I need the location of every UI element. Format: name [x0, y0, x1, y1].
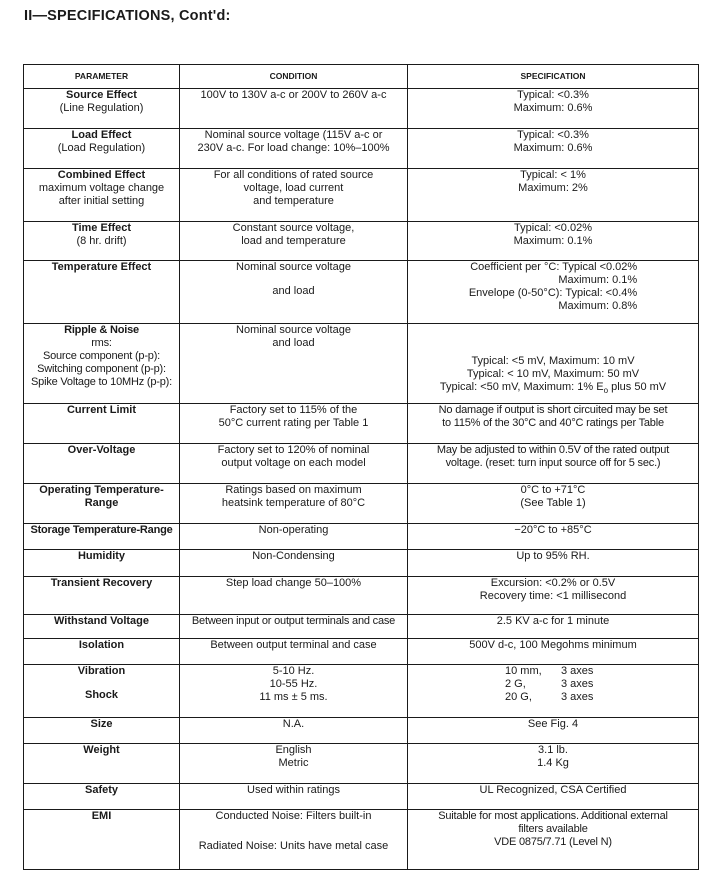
table-row-time-effect — [24, 222, 699, 261]
spec-coefficient-maximum: Maximum: 0.1% — [558, 274, 638, 286]
param-name: Humidity — [77, 550, 126, 562]
param-cell — [24, 577, 180, 615]
condition-cell — [180, 324, 408, 404]
table-header-row — [24, 65, 699, 89]
param-name: EMI — [91, 810, 112, 822]
param-subtitle: rms: — [91, 337, 112, 349]
spec-cell — [408, 129, 699, 169]
header-parameter: PARAMETER — [24, 65, 180, 89]
param-subtitle: (Load Regulation) — [57, 142, 146, 154]
spec-cell — [408, 665, 699, 718]
condition-cell — [180, 89, 408, 129]
spec-cell — [408, 444, 699, 484]
condition-text: 230V a-c. For load change: 10%–100% — [197, 142, 390, 154]
condition-text: Between input or output terminals and case — [191, 615, 396, 627]
table-row-ripple-noise — [24, 324, 699, 404]
table-row-safety — [24, 784, 699, 810]
table-row-over-voltage — [24, 444, 699, 484]
param-cell — [24, 784, 180, 810]
param-cell — [24, 404, 180, 444]
param-subtitle: Source component (p-p): — [42, 350, 161, 362]
table-row-transient-recovery — [24, 577, 699, 615]
spec-coefficient-typical: Coefficient per °C: Typical <0.02% — [470, 261, 638, 273]
condition-text: Radiated Noise: Units have metal case — [198, 840, 389, 852]
spec-text: 0°C to +71°C — [520, 484, 586, 496]
param-subtitle: (Line Regulation) — [59, 102, 144, 114]
condition-cell — [180, 404, 408, 444]
spec-line — [411, 678, 695, 691]
spec-text: (See Table 1) — [520, 497, 586, 509]
condition-cell — [180, 222, 408, 261]
param-name: Over-Voltage — [67, 444, 136, 456]
param-cell — [24, 718, 180, 744]
param-name: Current Limit — [66, 404, 137, 416]
param-name: Transient Recovery — [50, 577, 153, 589]
condition-text: Metric — [278, 757, 309, 769]
spec-text: No damage if output is short circuited may be set — [438, 404, 668, 416]
condition-text: Factory set to 115% of the — [229, 404, 358, 416]
condition-text: Used within ratings — [247, 784, 340, 796]
spec-spike-voltage — [411, 381, 695, 397]
table-row-operating-temperature — [24, 484, 699, 524]
condition-cell — [180, 639, 408, 665]
condition-text: 100V to 130V a-c or 200V to 260V a-c — [200, 89, 387, 101]
table-row-current-limit — [24, 404, 699, 444]
param-name: Temperature Effect — [51, 261, 152, 273]
param-cell — [24, 639, 180, 665]
table-row-load-effect — [24, 129, 699, 169]
condition-text: Non-operating — [258, 524, 329, 536]
condition-cell — [180, 444, 408, 484]
param-name: Source Effect — [66, 89, 137, 101]
table-row-temperature-effect — [24, 261, 699, 324]
param-cell — [24, 524, 180, 550]
spec-switching-component: Typical: < 10 mV, Maximum: 50 mV — [466, 368, 640, 380]
condition-cell — [180, 615, 408, 639]
condition-text: Nominal source voltage — [236, 261, 351, 273]
condition-cell — [180, 169, 408, 222]
condition-cell — [180, 810, 408, 870]
spec-cell — [408, 484, 699, 524]
spec-line — [411, 691, 695, 704]
condition-text: heatsink temperature of 80°C — [221, 497, 366, 509]
param-name: Weight — [83, 744, 120, 756]
condition-text: 10-55 Hz. — [269, 678, 318, 690]
condition-cell — [180, 744, 408, 784]
param-cell — [24, 324, 180, 404]
spec-envelope-maximum: Maximum: 0.8% — [558, 300, 638, 312]
spec-cell — [408, 784, 699, 810]
param-cell — [24, 550, 180, 577]
spike-text: Typical: <50 mV, Maximum: 1% E — [439, 381, 604, 393]
param-name: Load Effect — [71, 129, 132, 141]
condition-text: 11 ms ± 5 ms. — [259, 691, 328, 703]
param-cell — [24, 89, 180, 129]
spec-text: Suitable for most applications. Additional external — [438, 810, 668, 822]
param-name: Withstand Voltage — [53, 615, 150, 627]
spec-typical: Typical: <0.3% — [517, 129, 589, 141]
spec-text: 3.1 lb. — [538, 744, 568, 756]
param-cell — [24, 169, 180, 222]
condition-text: 5-10 Hz. — [272, 665, 315, 677]
spec-cell — [408, 524, 699, 550]
condition-text: and load — [272, 285, 315, 297]
spec-cell — [408, 222, 699, 261]
spec-text: voltage. (reset: turn input source off for 5 sec.) — [445, 457, 661, 469]
spec-cell — [408, 577, 699, 615]
param-name: Vibration — [77, 665, 126, 677]
param-subtitle: Spike Voltage to 10MHz (p-p): — [31, 376, 172, 388]
condition-cell — [180, 129, 408, 169]
spec-value: 10 mm, — [505, 665, 542, 677]
condition-text: N.A. — [282, 718, 305, 730]
spec-cell — [408, 169, 699, 222]
condition-text: and temperature — [253, 195, 334, 207]
param-name: Combined Effect — [57, 169, 146, 181]
spec-cell — [408, 324, 699, 404]
table-row-isolation — [24, 639, 699, 665]
spec-text: to 115% of the 30°C and 40°C ratings per Table — [442, 417, 664, 429]
condition-cell — [180, 718, 408, 744]
param-subtitle: Switching component (p-p): — [37, 363, 166, 375]
param-name: Storage Temperature-Range — [30, 524, 173, 536]
spec-envelope-typical: Envelope (0-50°C): Typical: <0.4% — [468, 287, 638, 299]
spec-typical: Typical: <0.02% — [514, 222, 592, 234]
header-condition: CONDITION — [180, 65, 408, 89]
param-cell — [24, 615, 180, 639]
spec-value: 2 G, — [505, 678, 526, 690]
spec-line — [411, 665, 695, 678]
spec-text: −20°C to +85°C — [514, 524, 592, 536]
spec-cell — [408, 89, 699, 129]
spec-source-component: Typical: <5 mV, Maximum: 10 mV — [471, 355, 635, 367]
condition-text: For all conditions of rated source — [213, 169, 374, 181]
page-title: II—SPECIFICATIONS, Cont'd: — [24, 8, 231, 24]
spec-cell — [408, 404, 699, 444]
param-cell — [24, 444, 180, 484]
condition-text: Step load change 50–100% — [225, 577, 362, 589]
param-cell — [24, 744, 180, 784]
condition-text: Factory set to 120% of nominal — [217, 444, 370, 456]
spec-axes: 3 axes — [561, 691, 594, 703]
condition-text: Between output terminal and case — [210, 639, 377, 651]
condition-text: Non-Condensing — [252, 550, 335, 562]
spec-typical: Typical: <0.3% — [517, 89, 589, 101]
param-name: Isolation — [78, 639, 125, 651]
param-name: Size — [90, 718, 113, 730]
condition-cell — [180, 784, 408, 810]
condition-text: Ratings based on maximum — [225, 484, 362, 496]
condition-text: Nominal source voltage — [236, 324, 351, 336]
spec-text: VDE 0875/7.71 (Level N) — [494, 836, 612, 848]
spec-cell — [408, 615, 699, 639]
param-name: Safety — [84, 784, 119, 796]
param-subtitle: after initial setting — [58, 195, 145, 207]
spec-text: May be adjusted to within 0.5V of the rated output — [436, 444, 670, 456]
param-cell — [24, 129, 180, 169]
spec-maximum: Maximum: 2% — [518, 182, 588, 194]
spec-cell — [408, 718, 699, 744]
spec-cell — [408, 744, 699, 784]
table-row-humidity — [24, 550, 699, 577]
condition-text: output voltage on each model — [221, 457, 366, 469]
condition-text: Nominal source voltage (115V a-c or — [204, 129, 383, 141]
spec-cell — [408, 639, 699, 665]
param-subtitle: (8 hr. drift) — [76, 235, 127, 247]
param-cell — [24, 665, 180, 718]
param-cell — [24, 261, 180, 324]
table-row-size — [24, 718, 699, 744]
spec-cell — [408, 810, 699, 870]
spec-cell — [408, 261, 699, 324]
condition-text: 50°C current rating per Table 1 — [218, 417, 369, 429]
spec-text: UL Recognized, CSA Certified — [479, 784, 627, 796]
param-cell — [24, 484, 180, 524]
condition-text: Constant source voltage, — [232, 222, 355, 234]
condition-cell — [180, 665, 408, 718]
spike-subscript: o — [603, 386, 609, 396]
param-name: Time Effect — [71, 222, 132, 234]
condition-cell — [180, 261, 408, 324]
condition-cell — [180, 484, 408, 524]
spec-value: 20 G, — [505, 691, 532, 703]
table-row-withstand-voltage — [24, 615, 699, 639]
spec-excursion: Excursion: <0.2% or 0.5V — [490, 577, 616, 589]
spec-text: 1.4 Kg — [537, 757, 569, 769]
table-row-emi — [24, 810, 699, 870]
table-row-storage-temperature — [24, 524, 699, 550]
spec-text: 2.5 KV a-c for 1 minute — [496, 615, 610, 627]
condition-text: and load — [272, 337, 315, 349]
table-row-combined-effect — [24, 169, 699, 222]
param-name: Ripple & Noise — [64, 324, 139, 336]
condition-text: load and temperature — [241, 235, 346, 247]
param-cell — [24, 222, 180, 261]
param-cell — [24, 810, 180, 870]
specifications-table — [23, 64, 699, 870]
param-name: Range — [84, 497, 119, 509]
param-name: Operating Temperature- — [39, 484, 164, 496]
spec-text: Up to 95% RH. — [516, 550, 590, 562]
spec-typical: Typical: < 1% — [520, 169, 586, 181]
header-specification: SPECIFICATION — [408, 65, 699, 89]
spec-text: 500V d-c, 100 Megohms minimum — [469, 639, 637, 651]
param-subtitle: maximum voltage change — [38, 182, 165, 194]
condition-text: English — [275, 744, 312, 756]
spec-recovery-time: Recovery time: <1 millisecond — [479, 590, 627, 602]
condition-cell — [180, 524, 408, 550]
spec-maximum: Maximum: 0.1% — [513, 235, 593, 247]
spec-axes: 3 axes — [561, 665, 594, 677]
condition-text: voltage, load current — [243, 182, 344, 194]
spec-text: See Fig. 4 — [527, 718, 579, 730]
spec-axes: 3 axes — [561, 678, 594, 690]
condition-text: Conducted Noise: Filters built-in — [215, 810, 372, 822]
spec-text: filters available — [518, 823, 588, 835]
param-name: Shock — [84, 689, 118, 701]
table-row-vibration-shock — [24, 665, 699, 718]
condition-cell — [180, 577, 408, 615]
table-row-weight — [24, 744, 699, 784]
spike-text-tail: plus 50 mV — [608, 381, 667, 393]
spec-cell — [408, 550, 699, 577]
condition-cell — [180, 550, 408, 577]
table-row-source-effect — [24, 89, 699, 129]
temperature-spec-block — [469, 261, 637, 313]
spec-maximum: Maximum: 0.6% — [513, 142, 593, 154]
spec-maximum: Maximum: 0.6% — [513, 102, 593, 114]
